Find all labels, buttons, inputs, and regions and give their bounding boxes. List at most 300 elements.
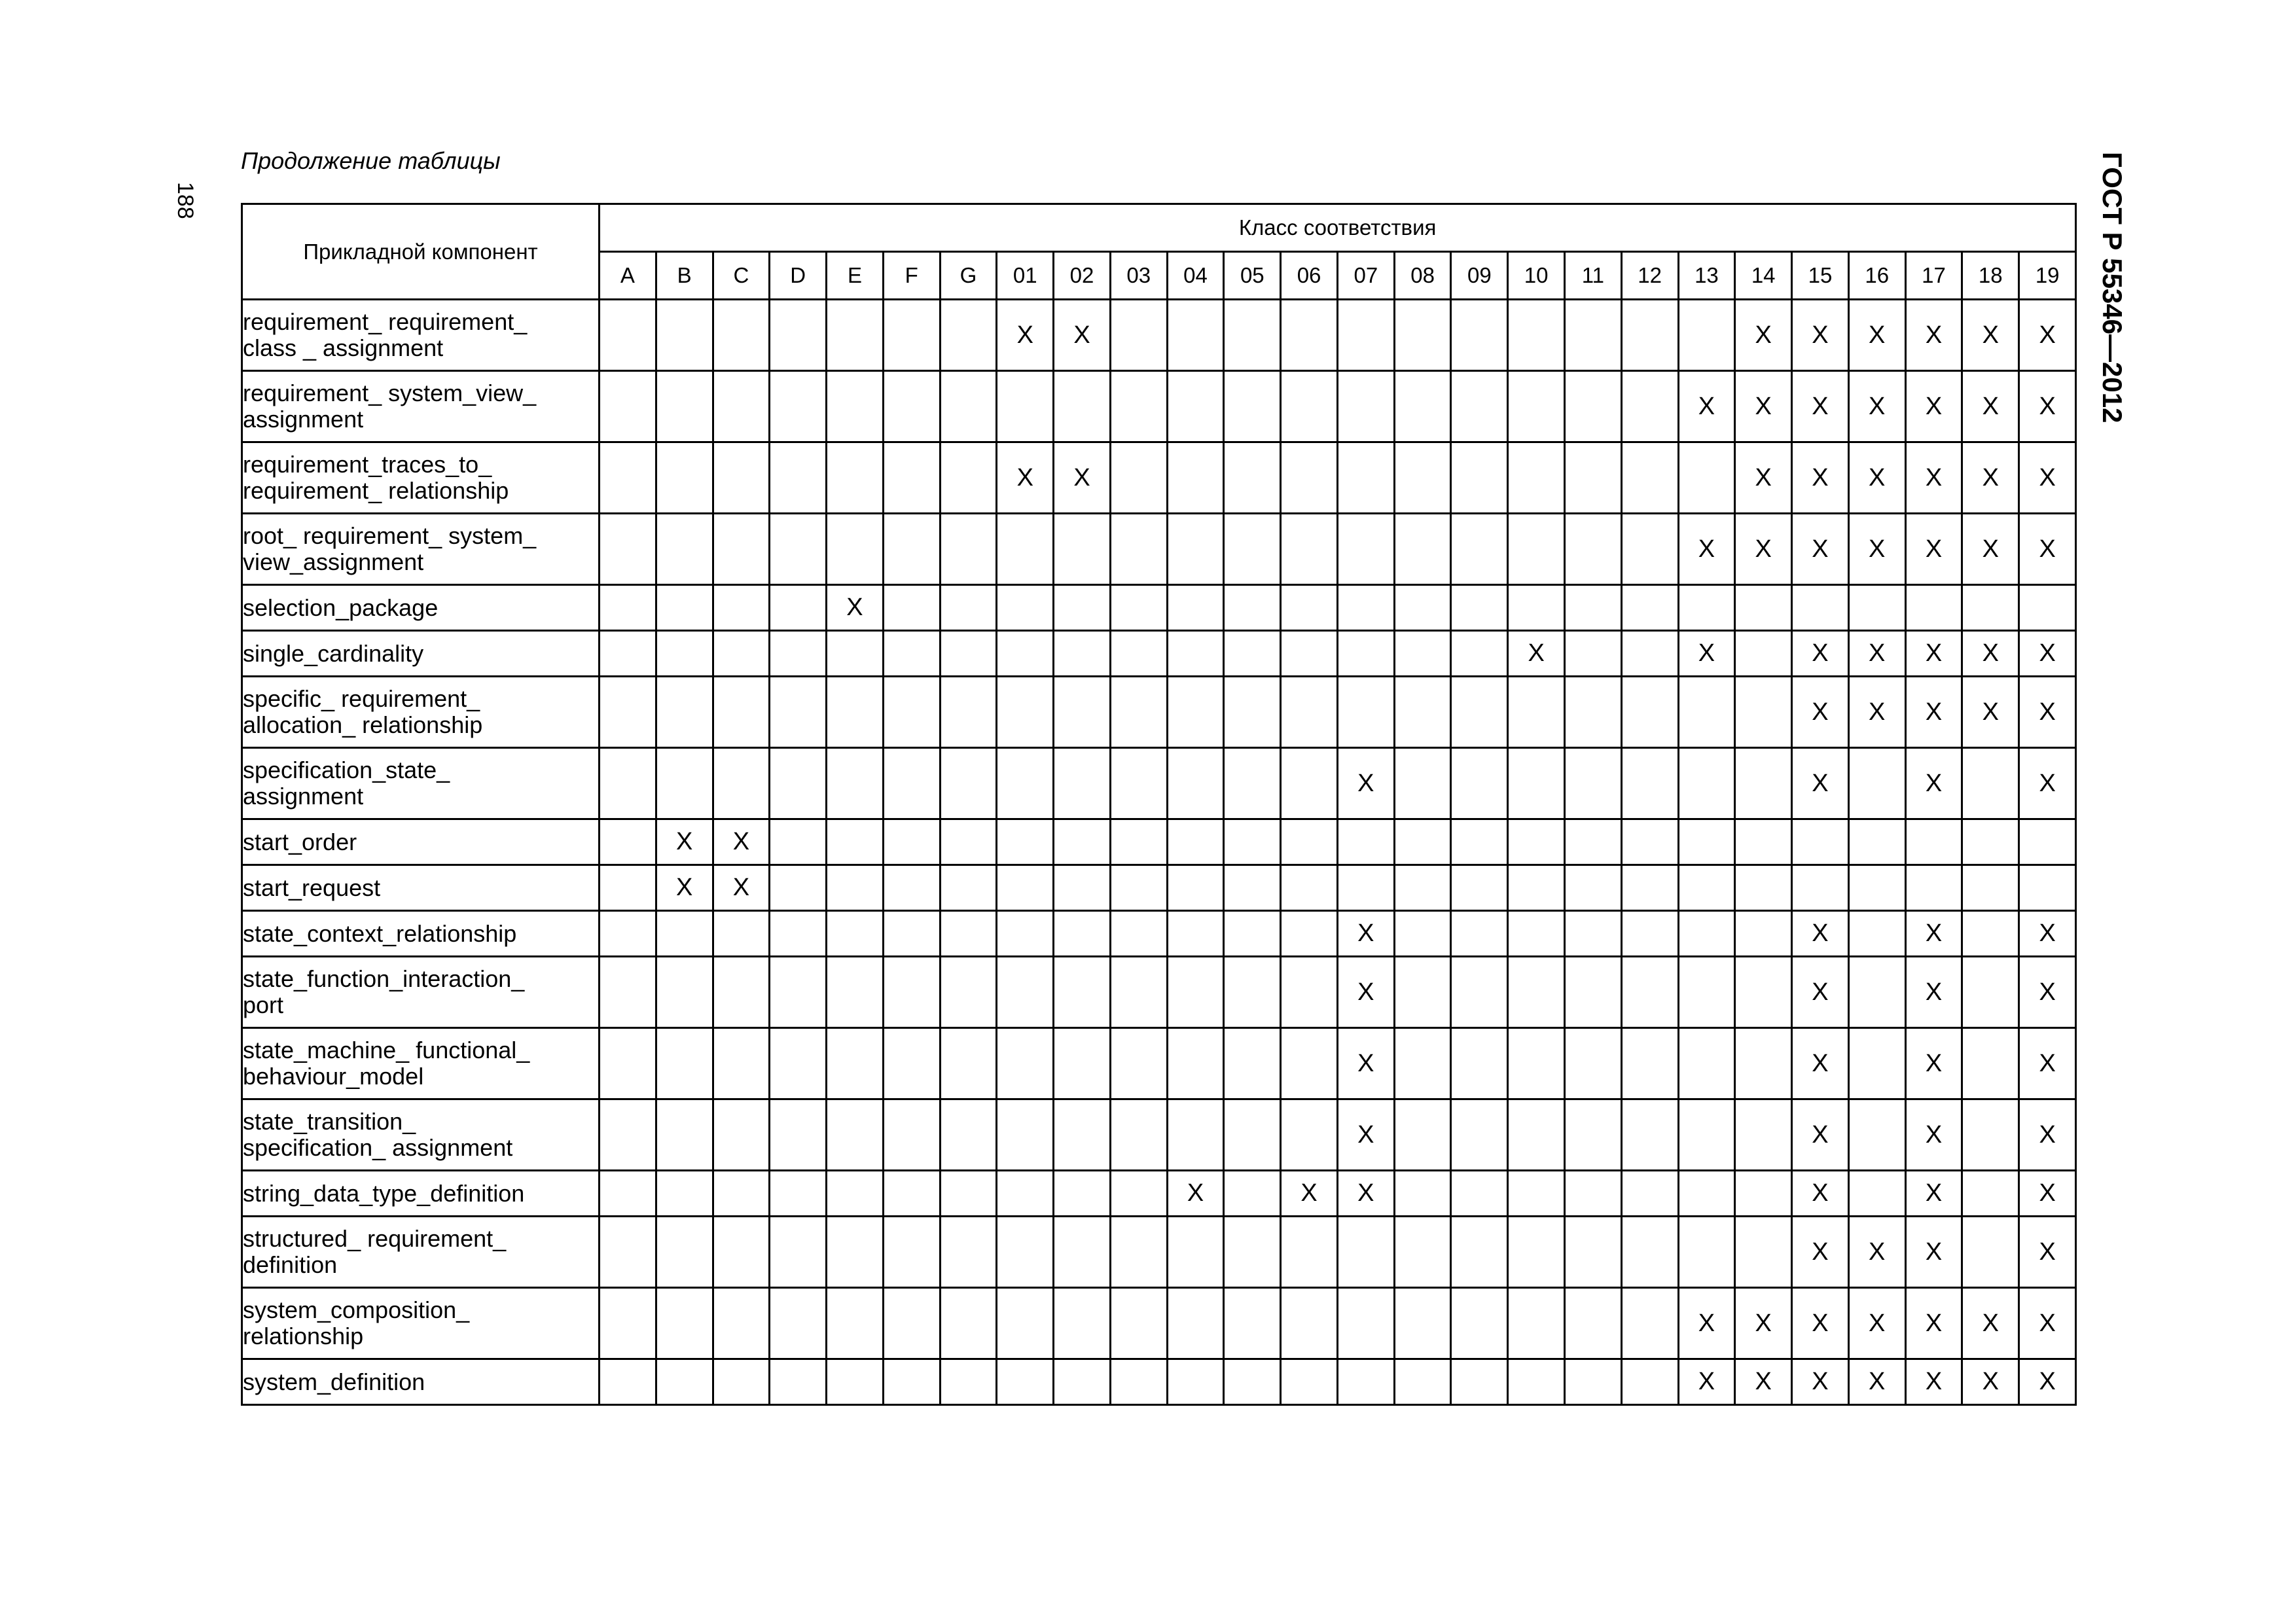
conformance-mark-cell — [1224, 677, 1281, 748]
conformance-mark-cell — [1281, 300, 1338, 371]
conformance-mark-cell — [1224, 585, 1281, 631]
class-column-header: 14 — [1735, 252, 1792, 300]
conformance-mark-cell — [1678, 819, 1735, 865]
conformance-mark-cell — [940, 748, 997, 819]
conformance-mark-cell — [600, 300, 656, 371]
conformance-mark-cell: X — [1735, 442, 1792, 514]
conformance-mark-cell — [1394, 1217, 1451, 1288]
conformance-mark-cell: X — [1792, 748, 1849, 819]
conformance-mark-cell — [713, 911, 770, 957]
conformance-mark-cell — [1905, 585, 1962, 631]
conformance-mark-cell — [1224, 1359, 1281, 1405]
conformance-mark-cell — [827, 1288, 884, 1359]
conformance-mark-cell: X — [1848, 371, 1905, 442]
conformance-mark-cell — [1451, 1099, 1508, 1171]
conformance-mark-cell — [1565, 371, 1622, 442]
conformance-mark-cell: X — [1848, 442, 1905, 514]
conformance-mark-cell — [1281, 585, 1338, 631]
conformance-mark-cell — [940, 1099, 997, 1171]
conformance-mark-cell — [1054, 911, 1111, 957]
component-name-cell: state_context_relationship — [242, 911, 600, 957]
conformance-mark-cell: X — [2019, 748, 2076, 819]
conformance-mark-cell — [1848, 1099, 1905, 1171]
conformance-mark-cell — [1110, 1217, 1167, 1288]
table-row — [242, 631, 2076, 677]
class-column-header: 17 — [1905, 252, 1962, 300]
conformance-mark-cell — [1394, 911, 1451, 957]
conformance-mark-cell: X — [2019, 371, 2076, 442]
conformance-mark-cell — [770, 585, 827, 631]
conformance-mark-cell — [827, 957, 884, 1028]
class-column-header: 16 — [1848, 252, 1905, 300]
conformance-mark-cell — [1848, 957, 1905, 1028]
conformance-mark-cell — [1054, 1359, 1111, 1405]
conformance-mark-cell — [883, 514, 940, 585]
standard-code: ГОСТ Р 55346—2012 — [2097, 152, 2128, 423]
conformance-mark-cell — [1451, 442, 1508, 514]
conformance-mark-cell: X — [1792, 442, 1849, 514]
conformance-mark-cell — [883, 631, 940, 677]
conformance-mark-cell — [1962, 748, 2019, 819]
conformance-mark-cell — [1394, 677, 1451, 748]
conformance-mark-cell — [770, 631, 827, 677]
conformance-mark-cell — [1508, 748, 1565, 819]
conformance-mark-cell: X — [2019, 911, 2076, 957]
conformance-mark-cell — [600, 1288, 656, 1359]
conformance-mark-cell — [1962, 957, 2019, 1028]
conformance-mark-cell — [1678, 677, 1735, 748]
conformance-mark-cell — [1224, 819, 1281, 865]
conformance-mark-cell — [1394, 1028, 1451, 1099]
conformance-mark-cell: X — [2019, 514, 2076, 585]
conformance-mark-cell — [1565, 957, 1622, 1028]
conformance-mark-cell — [1451, 1288, 1508, 1359]
conformance-mark-cell: X — [2019, 1028, 2076, 1099]
conformance-mark-cell — [940, 1359, 997, 1405]
conformance-mark-cell — [1508, 585, 1565, 631]
conformance-mark-cell — [1792, 865, 1849, 911]
conformance-mark-cell — [1508, 911, 1565, 957]
conformance-mark-cell — [1394, 1288, 1451, 1359]
conformance-mark-cell — [940, 677, 997, 748]
conformance-mark-cell — [1451, 1171, 1508, 1217]
conformance-mark-cell — [1848, 748, 1905, 819]
table-row — [242, 1217, 2076, 1288]
conformance-mark-cell — [1281, 957, 1338, 1028]
conformance-mark-cell — [827, 442, 884, 514]
conformance-mark-cell — [1054, 514, 1111, 585]
conformance-mark-cell: X — [1905, 1171, 1962, 1217]
conformance-mark-cell — [1508, 1359, 1565, 1405]
conformance-mark-cell — [940, 1028, 997, 1099]
conformance-mark-cell — [600, 748, 656, 819]
conformance-mark-cell — [1337, 677, 1394, 748]
conformance-mark-cell — [1508, 1217, 1565, 1288]
conformance-mark-cell — [1054, 1028, 1111, 1099]
conformance-mark-cell: X — [1281, 1171, 1338, 1217]
conformance-mark-cell: X — [1337, 957, 1394, 1028]
conformance-mark-cell — [940, 957, 997, 1028]
conformance-mark-cell — [600, 371, 656, 442]
conformance-mark-cell — [1110, 957, 1167, 1028]
conformance-mark-cell — [1337, 1288, 1394, 1359]
conformance-mark-cell — [770, 819, 827, 865]
conformance-mark-cell: X — [1905, 957, 1962, 1028]
conformance-mark-cell: X — [1735, 514, 1792, 585]
conformance-mark-cell — [713, 1359, 770, 1405]
conformance-mark-cell — [1735, 865, 1792, 911]
conformance-mark-cell: X — [1848, 1217, 1905, 1288]
conformance-mark-cell: X — [1054, 442, 1111, 514]
conformance-mark-cell: X — [2019, 631, 2076, 677]
conformance-mark-cell: X — [1792, 1171, 1849, 1217]
conformance-mark-cell — [1508, 819, 1565, 865]
conformance-mark-cell: X — [1678, 1359, 1735, 1405]
conformance-mark-cell — [1451, 1028, 1508, 1099]
conformance-mark-cell — [883, 371, 940, 442]
conformance-mark-cell — [883, 911, 940, 957]
conformance-mark-cell — [770, 1171, 827, 1217]
conformance-mark-cell: X — [1905, 1359, 1962, 1405]
conformance-mark-cell — [600, 585, 656, 631]
conformance-mark-cell — [1508, 1028, 1565, 1099]
class-column-header: 06 — [1281, 252, 1338, 300]
conformance-mark-cell — [997, 514, 1054, 585]
class-column-header: 13 — [1678, 252, 1735, 300]
conformance-mark-cell — [656, 748, 713, 819]
class-column-header: D — [770, 252, 827, 300]
conformance-mark-cell — [1054, 1288, 1111, 1359]
conformance-mark-cell — [1281, 748, 1338, 819]
table-row — [242, 300, 2076, 371]
conformance-mark-cell — [827, 1028, 884, 1099]
conformance-mark-cell — [1621, 819, 1678, 865]
conformance-mark-cell — [1054, 1171, 1111, 1217]
conformance-mark-cell — [1565, 1099, 1622, 1171]
conformance-mark-cell — [1110, 442, 1167, 514]
conformance-mark-cell — [1281, 1288, 1338, 1359]
conformance-mark-cell — [1110, 300, 1167, 371]
conformance-mark-cell — [1508, 514, 1565, 585]
conformance-mark-cell — [1451, 677, 1508, 748]
conformance-mark-cell — [1224, 957, 1281, 1028]
conformance-mark-cell: X — [1735, 371, 1792, 442]
conformance-mark-cell — [770, 1359, 827, 1405]
conformance-mark-cell — [656, 442, 713, 514]
component-name-cell: start_order — [242, 819, 600, 865]
conformance-mark-cell — [1508, 442, 1565, 514]
table-header-row — [242, 204, 2076, 252]
conformance-mark-cell — [1735, 585, 1792, 631]
conformance-mark-cell — [1110, 748, 1167, 819]
conformance-mark-cell: X — [1678, 1288, 1735, 1359]
conformance-mark-cell — [1735, 911, 1792, 957]
conformance-mark-cell — [1167, 865, 1224, 911]
conformance-mark-cell — [1394, 957, 1451, 1028]
conformance-mark-cell: X — [1905, 1217, 1962, 1288]
conformance-mark-cell — [1621, 1099, 1678, 1171]
conformance-mark-cell — [883, 1028, 940, 1099]
conformance-mark-cell — [1110, 1171, 1167, 1217]
conformance-mark-cell — [713, 300, 770, 371]
conformance-mark-cell — [1281, 677, 1338, 748]
conformance-mark-cell — [1337, 1359, 1394, 1405]
component-name-cell: system_composition_ relationship — [242, 1288, 600, 1359]
conformance-mark-cell — [1110, 631, 1167, 677]
class-column-header: 04 — [1167, 252, 1224, 300]
conformance-mark-cell — [1565, 677, 1622, 748]
conformance-mark-cell — [1281, 911, 1338, 957]
component-name-cell: state_transition_ specification_ assignment — [242, 1099, 600, 1171]
conformance-mark-cell — [1110, 585, 1167, 631]
conformance-mark-cell — [1565, 1288, 1622, 1359]
conformance-mark-cell — [1394, 514, 1451, 585]
conformance-mark-cell — [1565, 865, 1622, 911]
conformance-mark-cell — [1962, 819, 2019, 865]
table-row — [242, 957, 2076, 1028]
conformance-mark-cell — [1167, 1099, 1224, 1171]
conformance-mark-cell — [1962, 1028, 2019, 1099]
conformance-mark-cell — [1451, 865, 1508, 911]
conformance-mark-cell — [1110, 677, 1167, 748]
conformance-mark-cell: X — [1792, 300, 1849, 371]
conformance-mark-cell — [1678, 1171, 1735, 1217]
conformance-mark-cell — [1621, 1217, 1678, 1288]
conformance-mark-cell — [656, 911, 713, 957]
conformance-mark-cell — [827, 1217, 884, 1288]
conformance-mark-cell — [827, 677, 884, 748]
component-name-cell: specification_state_ assignment — [242, 748, 600, 819]
conformance-mark-cell — [1678, 585, 1735, 631]
conformance-mark-cell — [997, 1288, 1054, 1359]
conformance-mark-cell — [1224, 300, 1281, 371]
class-column-header: 09 — [1451, 252, 1508, 300]
conformance-class-header: Класс соответствия — [600, 204, 2076, 252]
conformance-mark-cell — [770, 514, 827, 585]
conformance-mark-cell — [1678, 748, 1735, 819]
class-column-header: E — [827, 252, 884, 300]
conformance-mark-cell — [940, 819, 997, 865]
conformance-mark-cell — [1394, 442, 1451, 514]
conformance-mark-cell — [1451, 585, 1508, 631]
conformance-mark-cell — [770, 911, 827, 957]
conformance-mark-cell: X — [1962, 514, 2019, 585]
class-column-header: 12 — [1621, 252, 1678, 300]
conformance-mark-cell: X — [1962, 1359, 2019, 1405]
conformance-mark-cell: X — [2019, 1217, 2076, 1288]
conformance-mark-cell — [827, 748, 884, 819]
conformance-mark-cell — [1508, 865, 1565, 911]
conformance-mark-cell: X — [1848, 1288, 1905, 1359]
conformance-mark-cell — [1054, 371, 1111, 442]
conformance-mark-cell: X — [1792, 677, 1849, 748]
component-name-cell: start_request — [242, 865, 600, 911]
conformance-mark-cell: X — [2019, 1099, 2076, 1171]
conformance-mark-cell: X — [2019, 677, 2076, 748]
conformance-mark-cell — [1337, 1217, 1394, 1288]
conformance-mark-cell: X — [1167, 1171, 1224, 1217]
table-row — [242, 514, 2076, 585]
conformance-mark-cell: X — [1848, 300, 1905, 371]
table-row — [242, 1028, 2076, 1099]
conformance-mark-cell — [1224, 442, 1281, 514]
conformance-mark-cell: X — [1792, 631, 1849, 677]
conformance-mark-cell — [1678, 957, 1735, 1028]
class-column-header: B — [656, 252, 713, 300]
conformance-mark-cell — [940, 300, 997, 371]
conformance-mark-cell: X — [1337, 1028, 1394, 1099]
conformance-mark-cell — [1281, 1099, 1338, 1171]
table-row — [242, 1099, 2076, 1171]
conformance-mark-cell — [770, 1099, 827, 1171]
conformance-mark-cell — [940, 631, 997, 677]
component-name-cell: requirement_ requirement_ class _ assignment — [242, 300, 600, 371]
conformance-mark-cell — [713, 371, 770, 442]
conformance-mark-cell: X — [1678, 371, 1735, 442]
conformance-mark-cell — [1394, 1099, 1451, 1171]
conformance-mark-cell: X — [1905, 748, 1962, 819]
conformance-mark-cell — [827, 1099, 884, 1171]
conformance-mark-cell — [1451, 514, 1508, 585]
conformance-mark-cell — [770, 677, 827, 748]
component-name-cell: requirement_traces_to_ requirement_ relationship — [242, 442, 600, 514]
conformance-mark-cell — [1224, 631, 1281, 677]
conformance-mark-cell — [1054, 677, 1111, 748]
conformance-mark-cell — [1167, 957, 1224, 1028]
conformance-mark-cell — [1110, 1359, 1167, 1405]
table-row — [242, 865, 2076, 911]
conformance-mark-cell — [1565, 300, 1622, 371]
conformance-mark-cell — [1621, 442, 1678, 514]
conformance-mark-cell — [1621, 1171, 1678, 1217]
conformance-mark-cell — [1167, 748, 1224, 819]
class-column-header: F — [883, 252, 940, 300]
class-column-header: 05 — [1224, 252, 1281, 300]
conformance-mark-cell — [1054, 957, 1111, 1028]
conformance-mark-cell — [600, 819, 656, 865]
conformance-mark-cell — [770, 1288, 827, 1359]
component-name-cell: specific_ requirement_ allocation_ relationship — [242, 677, 600, 748]
conformance-mark-cell: X — [1905, 514, 1962, 585]
conformance-mark-cell: X — [1792, 1217, 1849, 1288]
component-name-cell: string_data_type_definition — [242, 1171, 600, 1217]
conformance-mark-cell — [1110, 865, 1167, 911]
conformance-mark-cell: X — [1054, 300, 1111, 371]
conformance-table — [241, 203, 2077, 1406]
conformance-mark-cell — [997, 1171, 1054, 1217]
conformance-mark-cell — [1621, 371, 1678, 442]
table-row — [242, 585, 2076, 631]
conformance-mark-cell — [997, 1359, 1054, 1405]
conformance-mark-cell — [1110, 371, 1167, 442]
class-column-header: 02 — [1054, 252, 1111, 300]
conformance-mark-cell — [1905, 865, 1962, 911]
conformance-mark-cell: X — [1848, 677, 1905, 748]
conformance-mark-cell — [1451, 819, 1508, 865]
conformance-mark-cell — [600, 1359, 656, 1405]
conformance-mark-cell — [1110, 1028, 1167, 1099]
table-row — [242, 1288, 2076, 1359]
class-column-header: 03 — [1110, 252, 1167, 300]
conformance-mark-cell — [997, 371, 1054, 442]
conformance-mark-cell: X — [1678, 631, 1735, 677]
component-name-cell: system_definition — [242, 1359, 600, 1405]
conformance-mark-cell — [827, 819, 884, 865]
conformance-mark-cell — [1735, 631, 1792, 677]
conformance-mark-cell — [997, 865, 1054, 911]
conformance-mark-cell: X — [1735, 1359, 1792, 1405]
conformance-mark-cell — [1848, 585, 1905, 631]
class-column-header: A — [600, 252, 656, 300]
conformance-mark-cell — [1394, 631, 1451, 677]
conformance-mark-cell — [600, 1171, 656, 1217]
conformance-mark-cell — [1394, 300, 1451, 371]
conformance-mark-cell: X — [1905, 631, 1962, 677]
conformance-mark-cell — [1678, 300, 1735, 371]
conformance-mark-cell: X — [713, 865, 770, 911]
conformance-mark-cell — [1508, 677, 1565, 748]
conformance-mark-cell: X — [1792, 1099, 1849, 1171]
conformance-mark-cell — [827, 371, 884, 442]
conformance-mark-cell — [1565, 1028, 1622, 1099]
conformance-mark-cell — [1621, 631, 1678, 677]
table-row — [242, 748, 2076, 819]
conformance-mark-cell — [1735, 1171, 1792, 1217]
conformance-mark-cell — [1565, 631, 1622, 677]
conformance-mark-cell: X — [656, 819, 713, 865]
conformance-mark-cell — [770, 748, 827, 819]
conformance-mark-cell — [1224, 1217, 1281, 1288]
conformance-mark-cell: X — [2019, 1171, 2076, 1217]
conformance-mark-cell — [1167, 1028, 1224, 1099]
conformance-mark-cell — [713, 957, 770, 1028]
conformance-mark-cell — [1678, 865, 1735, 911]
conformance-mark-cell — [1508, 1171, 1565, 1217]
conformance-mark-cell — [1110, 819, 1167, 865]
conformance-mark-cell — [883, 1288, 940, 1359]
conformance-mark-cell — [827, 514, 884, 585]
conformance-mark-cell — [713, 1217, 770, 1288]
conformance-mark-cell — [1621, 957, 1678, 1028]
page-number: 188 — [173, 182, 198, 219]
conformance-mark-cell: X — [1792, 1028, 1849, 1099]
conformance-mark-cell — [1451, 957, 1508, 1028]
conformance-mark-cell — [1167, 631, 1224, 677]
conformance-mark-cell — [1167, 1217, 1224, 1288]
conformance-mark-cell — [1394, 371, 1451, 442]
conformance-mark-cell — [656, 1028, 713, 1099]
conformance-mark-cell — [1962, 1217, 2019, 1288]
conformance-mark-cell — [1110, 514, 1167, 585]
conformance-mark-cell — [1735, 819, 1792, 865]
conformance-mark-cell — [997, 911, 1054, 957]
conformance-mark-cell — [1451, 748, 1508, 819]
conformance-mark-cell — [1394, 1359, 1451, 1405]
conformance-mark-cell: X — [1962, 371, 2019, 442]
conformance-mark-cell — [656, 585, 713, 631]
conformance-mark-cell: X — [1962, 631, 2019, 677]
conformance-mark-cell — [1054, 585, 1111, 631]
conformance-mark-cell: X — [1792, 514, 1849, 585]
conformance-mark-cell — [713, 631, 770, 677]
conformance-mark-cell — [940, 514, 997, 585]
class-column-header: 10 — [1508, 252, 1565, 300]
conformance-mark-cell — [1281, 865, 1338, 911]
conformance-mark-cell — [1565, 819, 1622, 865]
conformance-mark-cell — [1621, 677, 1678, 748]
class-column-header: 15 — [1792, 252, 1849, 300]
conformance-mark-cell — [1337, 300, 1394, 371]
